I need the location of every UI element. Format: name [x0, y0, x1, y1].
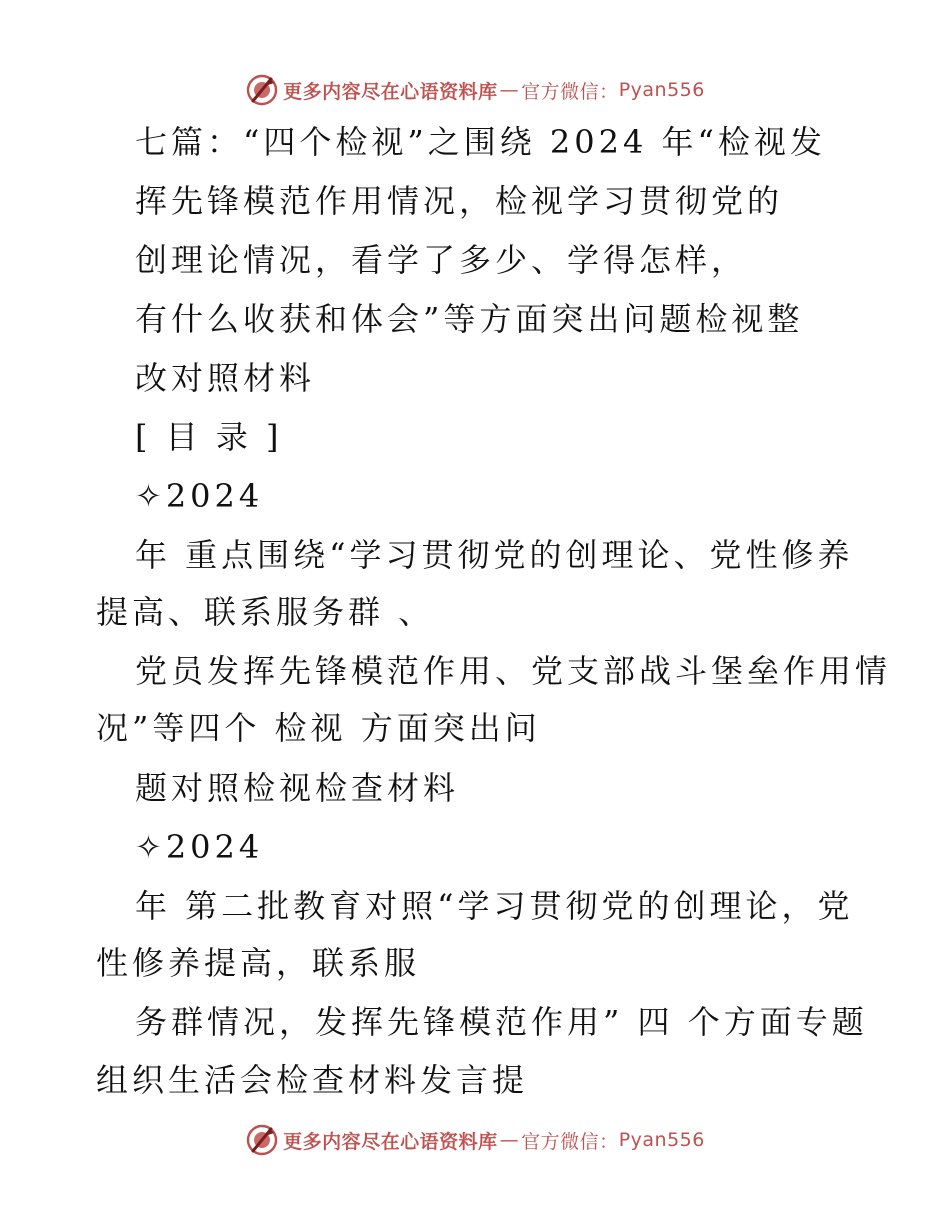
title-line-1: 七篇：“四个检视”之围绕 2024 年“检视发	[135, 123, 826, 161]
toc-item-1-line-1: 年 重点围绕“学习贯彻党的创理论、党性修养	[135, 536, 854, 574]
toc-item-1-year: ✧2024	[135, 477, 264, 515]
title-line-2: 挥先锋模范作用情况，检视学习贯彻党的	[135, 182, 784, 220]
toc-item-2-line-2: 性修养提高，联系服	[96, 944, 421, 982]
watermark-wechat-label: 官方微信：	[521, 80, 619, 103]
title-line-4: 有什么收获和体会”等方面突出问题检视整	[135, 300, 804, 338]
footer-watermark	[0, 1122, 950, 1158]
toc-heading: [ 目 录 ]	[135, 418, 283, 456]
watermark-logo-icon	[245, 1123, 279, 1157]
toc-item-2-line-3: 务群情况，发挥先锋模范作用” 四 个方面专题	[135, 1003, 868, 1041]
toc-item-1-line-2: 提高、联系服务群 、	[96, 593, 435, 631]
watermark-text: 更多内容尽在心语资料库	[283, 1130, 498, 1153]
toc-item-1-line-4: 况”等四个 检视 方面突出问	[96, 709, 541, 747]
header-watermark	[0, 72, 950, 108]
watermark-text: 更多内容尽在心语资料库	[283, 80, 498, 103]
title-line-3: 创理论情况，看学了多少、学得怎样，	[135, 241, 748, 279]
toc-item-2-line-4: 组织生活会检查材料发言提	[96, 1061, 529, 1099]
watermark-wechat-id: Pyan556	[618, 79, 705, 101]
toc-item-1-line-3: 党员发挥先锋模范作用、党支部战斗堡垒作用情	[135, 652, 892, 690]
watermark-logo-icon	[245, 73, 279, 107]
watermark-wechat-label: 官方微信：	[521, 1130, 619, 1153]
watermark-separator: —	[499, 1129, 520, 1151]
title-line-5: 改对照材料	[135, 359, 316, 397]
toc-item-2-line-1: 年 第二批教育对照“学习贯彻党的创理论，党	[135, 887, 854, 925]
toc-item-1-line-5: 题对照检视检查材料	[135, 769, 460, 807]
watermark-separator: —	[499, 79, 520, 101]
toc-item-2-year: ✧2024	[135, 828, 264, 866]
watermark-wechat-id: Pyan556	[618, 1129, 705, 1151]
